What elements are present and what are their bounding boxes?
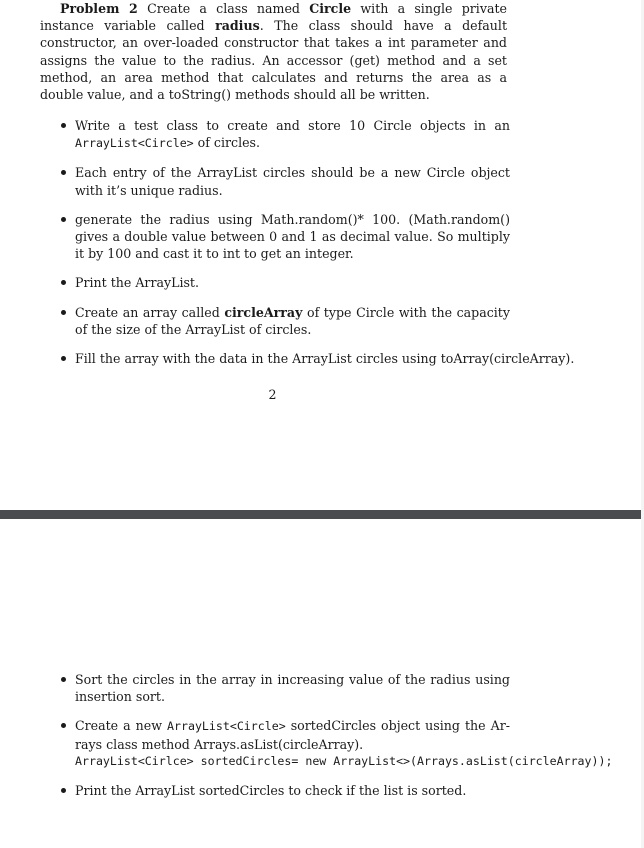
class-name: Circle	[309, 1, 352, 16]
list-item	[58, 117, 510, 152]
problem-heading: Problem 2	[60, 1, 138, 16]
document-page-bottom	[0, 519, 642, 848]
item-code: ArrayList<Circle>	[75, 136, 194, 151]
list-item	[58, 274, 510, 291]
problem-text-3: . The class should have a default constructor, an over-loaded constructor that takes a int parameter and assigns the value to the radius. An accessor (get) method and a set method, an area method that calculates and returns the area as a double value, and a toString() methods should all be written.	[40, 18, 507, 103]
item-tail: of type Circle with the capacity of the size of the ArrayList of circles.	[75, 304, 510, 337]
item-text: Print the ArrayList sortedCircles to check if the list is sorted.	[75, 783, 467, 799]
list-item	[58, 671, 510, 705]
requirements-list	[58, 117, 575, 379]
item-text: Each entry of the ArrayList circles should be a new Circle object with it’s unique radius.	[75, 165, 510, 198]
item-text: Fill the array with the data in the ArrayList circles using toArray(circleArray).	[75, 351, 575, 367]
item-tail: of circles.	[193, 135, 261, 151]
variable-name: radius	[215, 18, 260, 34]
item-text: generate the radius using Math.random()* 100. (Math.random() gives a double value between 0 and 1 as decimal value. So multiply it by 100 and cast it to int to get an integer.	[75, 211, 510, 262]
code-line: ArrayList<Cirlce> sortedCircles= new ArrayList<>(Arrays.asList(circleArray));	[75, 753, 613, 768]
item-bold: circleArray	[224, 304, 303, 320]
problem-text-2: with a single private instance variable called	[40, 1, 507, 34]
list-item	[58, 304, 510, 338]
list-item	[58, 717, 613, 770]
item-text: Print the ArrayList.	[75, 275, 200, 291]
item-text: Write a test class to create and store 10 Circle objects in an	[75, 118, 510, 133]
list-item	[58, 782, 510, 799]
item-text: Create an array called	[75, 304, 225, 320]
problem-statement	[40, 0, 507, 103]
item-text: Create a new	[75, 718, 168, 734]
problem-text-1: Create a class named	[147, 1, 310, 16]
item-text: Sort the circles in the array in increasing value of the radius using insertion sort.	[75, 672, 510, 705]
list-item	[58, 164, 510, 198]
list-item	[58, 350, 575, 367]
page-number: 2	[268, 387, 277, 402]
item-tail: sortedCircles object using the Ar-rays class method Arrays.asList(circleArray).	[75, 718, 510, 752]
item-code: ArrayList<Circle>	[167, 719, 286, 734]
page-separator	[0, 510, 644, 519]
requirements-list-continued	[58, 671, 613, 811]
list-item	[58, 211, 510, 263]
